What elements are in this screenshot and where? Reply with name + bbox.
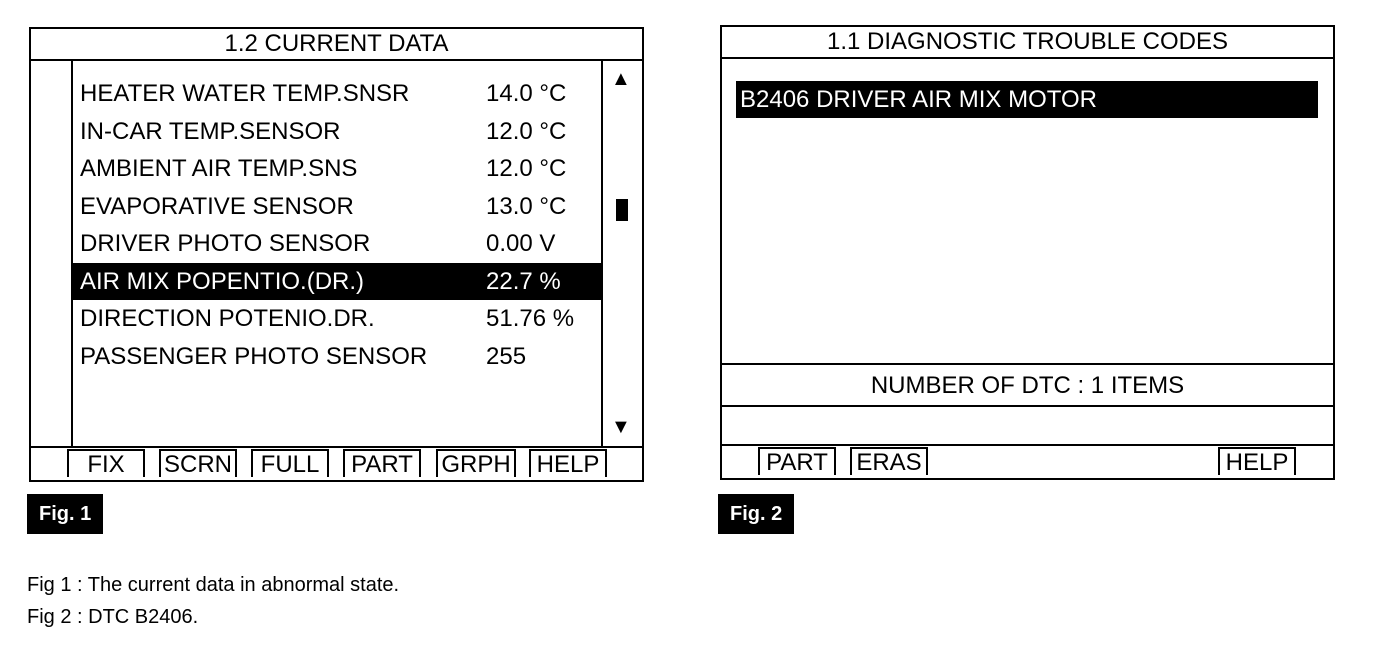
caption-fig1: Fig 1 : The current data in abnormal state.	[27, 574, 400, 596]
dtc-panel	[720, 25, 1335, 480]
scroll-up-arrow-icon[interactable]: ▲	[611, 68, 631, 90]
data-row[interactable]	[73, 150, 601, 188]
data-row-label: DRIVER PHOTO SENSOR	[80, 230, 371, 257]
data-row[interactable]	[73, 188, 601, 226]
data-row-selected[interactable]	[73, 263, 601, 301]
current-data-panel	[29, 27, 644, 482]
current-data-title: 1.2 CURRENT DATA	[31, 29, 642, 61]
grph-button[interactable]: GRPH	[436, 449, 516, 477]
data-row[interactable]	[73, 300, 601, 338]
data-row-label: HEATER WATER TEMP.SNSR	[80, 80, 410, 107]
scrollbar-thumb[interactable]	[616, 199, 628, 221]
part-button[interactable]: PART	[758, 447, 836, 475]
divider	[722, 363, 1333, 365]
dtc-title: 1.1 DIAGNOSTIC TROUBLE CODES	[722, 27, 1333, 59]
data-row-value: 51.76 %	[486, 305, 575, 332]
data-row-label: IN-CAR TEMP.SENSOR	[80, 117, 341, 145]
data-row-label: AMBIENT AIR TEMP.SNS	[80, 155, 358, 182]
eras-button[interactable]: ERAS	[850, 447, 928, 475]
function-key-bar	[722, 444, 1333, 478]
data-row[interactable]	[73, 338, 601, 376]
dtc-list-item[interactable]: B2406 DRIVER AIR MIX MOTOR	[736, 81, 1318, 118]
data-row-label: PASSENGER PHOTO SENSOR	[80, 342, 428, 370]
full-button[interactable]: FULL	[251, 449, 329, 477]
data-row-value: 12.0 °C	[486, 155, 567, 182]
fig2-label: Fig. 2	[718, 494, 794, 534]
help-button[interactable]: HELP	[1218, 447, 1296, 475]
help-button[interactable]: HELP	[529, 449, 607, 477]
data-row-label: EVAPORATIVE SENSOR	[80, 192, 354, 220]
data-row-value: 22.7 %	[486, 267, 561, 295]
data-row[interactable]	[73, 75, 601, 113]
data-row-value: 14.0 °C	[486, 80, 567, 107]
data-row-value: 255	[486, 342, 527, 370]
scroll-down-arrow-icon[interactable]: ▼	[611, 416, 631, 438]
data-list	[73, 75, 601, 375]
caption-fig2: Fig 2 : DTC B2406.	[27, 606, 199, 628]
data-row-label: DIRECTION POTENIO.DR.	[80, 305, 375, 332]
fig1-label: Fig. 1	[27, 494, 103, 534]
data-row-value: 12.0 °C	[486, 117, 567, 145]
divider	[722, 405, 1333, 407]
data-row-value: 0.00 V	[486, 230, 556, 257]
part-button[interactable]: PART	[343, 449, 421, 477]
scroll-divider	[601, 59, 603, 448]
data-row[interactable]	[73, 225, 601, 263]
scrn-button[interactable]: SCRN	[159, 449, 237, 477]
dtc-count-summary: NUMBER OF DTC : 1 ITEMS	[870, 372, 1185, 399]
fix-button[interactable]: FIX	[67, 449, 145, 477]
data-row-label: AIR MIX POPENTIO.(DR.)	[80, 267, 365, 295]
function-key-bar	[31, 446, 642, 480]
data-row[interactable]	[73, 113, 601, 151]
data-row-value: 13.0 °C	[486, 192, 567, 220]
